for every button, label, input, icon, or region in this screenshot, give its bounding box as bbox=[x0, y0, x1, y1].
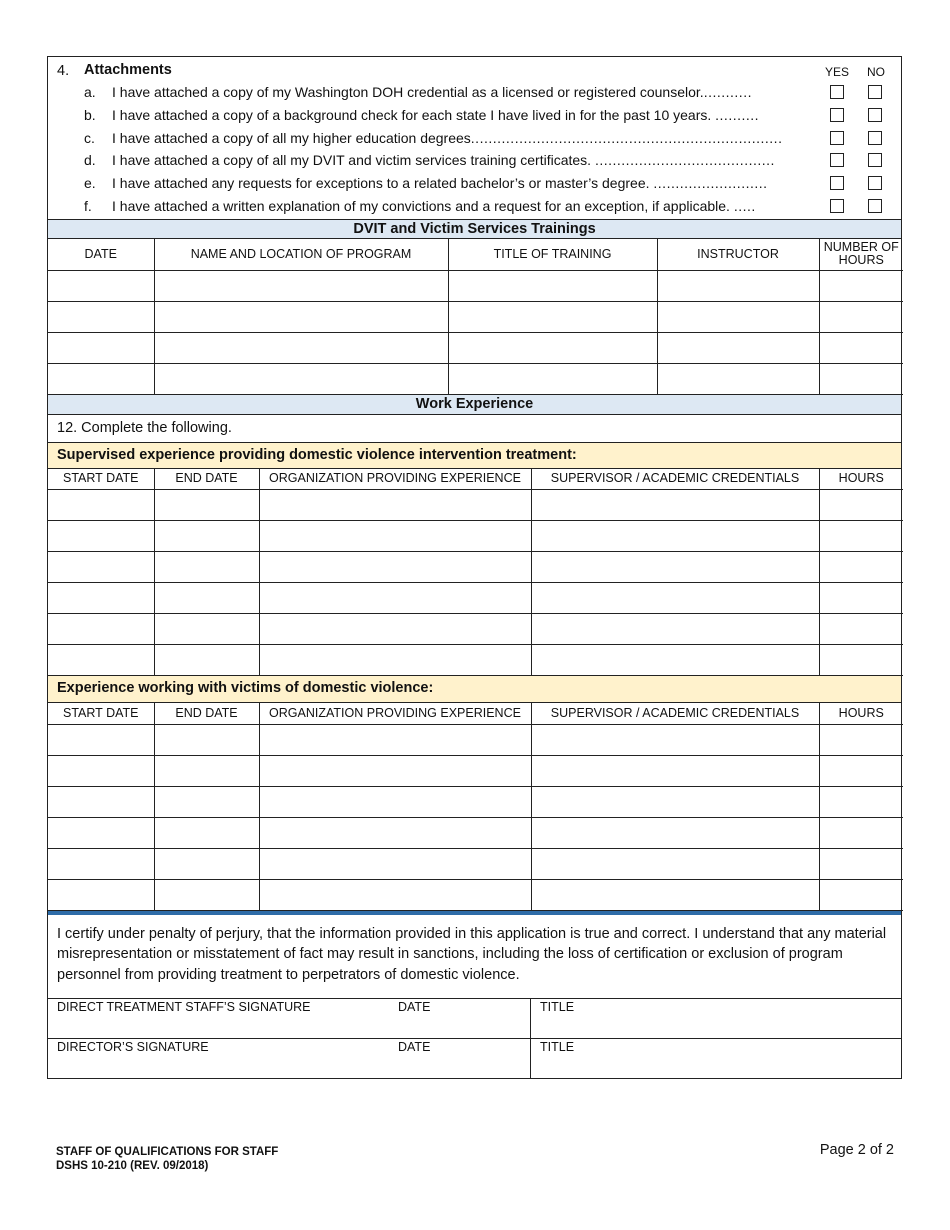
end-date-cell[interactable] bbox=[154, 879, 259, 910]
victims-experience-header: Experience working with victims of domestic violence: bbox=[48, 676, 901, 703]
training-title-cell[interactable] bbox=[448, 301, 657, 332]
attachment-item-f bbox=[48, 197, 903, 217]
item-text: I have attached a copy of a background check for each state I have lived in for the past 10 years. .......... bbox=[112, 107, 760, 123]
supervisor-cell[interactable] bbox=[531, 490, 819, 521]
attachment-item-b bbox=[48, 106, 903, 126]
hours-cell[interactable] bbox=[819, 848, 903, 879]
attachment-c-no-checkbox[interactable] bbox=[868, 131, 882, 145]
organization-cell[interactable] bbox=[259, 521, 531, 552]
organization-cell[interactable] bbox=[259, 786, 531, 817]
table-row bbox=[48, 724, 903, 755]
organization-cell[interactable] bbox=[259, 645, 531, 676]
start-date-cell[interactable] bbox=[48, 645, 154, 676]
hours-cell[interactable] bbox=[819, 521, 903, 552]
item-letter: b. bbox=[84, 107, 96, 123]
end-date-cell[interactable] bbox=[154, 786, 259, 817]
hours-cell[interactable] bbox=[819, 583, 903, 614]
staff-date-label: DATE bbox=[398, 999, 431, 1014]
hours-cell[interactable] bbox=[819, 817, 903, 848]
table-row bbox=[48, 363, 903, 394]
table-header-row bbox=[48, 703, 903, 724]
director-signature-label: DIRECTOR’S SIGNATURE bbox=[57, 1039, 209, 1054]
end-date-cell[interactable] bbox=[154, 848, 259, 879]
col-header-organization: ORGANIZATION PROVIDING EXPERIENCE bbox=[259, 703, 531, 724]
supervisor-cell[interactable] bbox=[531, 521, 819, 552]
end-date-cell[interactable] bbox=[154, 724, 259, 755]
organization-cell[interactable] bbox=[259, 879, 531, 910]
start-date-cell[interactable] bbox=[48, 490, 154, 521]
start-date-cell[interactable] bbox=[48, 879, 154, 910]
supervised-experience-table bbox=[48, 469, 903, 677]
organization-cell[interactable] bbox=[259, 490, 531, 521]
col-header-end-date: END DATE bbox=[154, 703, 259, 724]
organization-cell[interactable] bbox=[259, 817, 531, 848]
table-row bbox=[48, 490, 903, 521]
table-row bbox=[48, 521, 903, 552]
start-date-cell[interactable] bbox=[48, 552, 154, 583]
section-number: 4. bbox=[57, 63, 70, 79]
training-title-cell[interactable] bbox=[448, 270, 657, 301]
training-title-cell[interactable] bbox=[448, 363, 657, 394]
staff-title-field[interactable] bbox=[531, 999, 901, 1038]
director-signature-field[interactable] bbox=[48, 1039, 531, 1078]
date-cell[interactable] bbox=[48, 270, 154, 301]
col-header-date: DATE bbox=[48, 239, 154, 270]
hours-cell[interactable] bbox=[819, 363, 903, 394]
staff-signature-label: DIRECT TREATMENT STAFF’S SIGNATURE bbox=[57, 999, 311, 1014]
director-title-field[interactable] bbox=[531, 1039, 901, 1078]
organization-cell[interactable] bbox=[259, 848, 531, 879]
instructor-cell[interactable] bbox=[657, 270, 819, 301]
instructor-cell[interactable] bbox=[657, 363, 819, 394]
program-cell[interactable] bbox=[154, 363, 448, 394]
staff-signature-row bbox=[48, 998, 901, 1038]
attachment-c-yes-checkbox[interactable] bbox=[830, 131, 844, 145]
program-cell[interactable] bbox=[154, 332, 448, 363]
attachments-section bbox=[48, 57, 901, 219]
hours-cell[interactable] bbox=[819, 755, 903, 786]
training-title-cell[interactable] bbox=[448, 332, 657, 363]
end-date-cell[interactable] bbox=[154, 552, 259, 583]
start-date-cell[interactable] bbox=[48, 724, 154, 755]
supervised-experience-header: Supervised experience providing domestic violence intervention treatment: bbox=[48, 442, 901, 469]
supervisor-cell[interactable] bbox=[531, 879, 819, 910]
table-row bbox=[48, 755, 903, 786]
col-header-program: NAME AND LOCATION OF PROGRAM bbox=[154, 239, 448, 270]
director-signature-row bbox=[48, 1038, 901, 1078]
hours-cell[interactable] bbox=[819, 786, 903, 817]
organization-cell[interactable] bbox=[259, 755, 531, 786]
item-letter: d. bbox=[84, 152, 96, 168]
end-date-cell[interactable] bbox=[154, 521, 259, 552]
organization-cell[interactable] bbox=[259, 614, 531, 645]
start-date-cell[interactable] bbox=[48, 817, 154, 848]
trainings-section-header: DVIT and Victim Services Trainings bbox=[48, 219, 901, 239]
application-form bbox=[47, 56, 902, 1079]
table-row bbox=[48, 786, 903, 817]
attachments-title: Attachments bbox=[84, 62, 172, 78]
col-header-end-date: END DATE bbox=[154, 469, 259, 490]
table-row bbox=[48, 301, 903, 332]
attachment-e-yes-checkbox[interactable] bbox=[830, 176, 844, 190]
item-text: I have attached a copy of my Washington DOH credential as a licensed or registered counselor............ bbox=[112, 84, 752, 100]
supervisor-cell[interactable] bbox=[531, 755, 819, 786]
col-header-hours: HOURS bbox=[819, 703, 903, 724]
hours-cell[interactable] bbox=[819, 879, 903, 910]
certification-statement: I certify under penalty of perjury, that the information provided in this application is true and correct. I understand that any material misrepresentation or misstatement of fact may result in sanctions, including the loss of certification or exclusion of program personnel from providing treatment to perpetrators of domestic violence. bbox=[57, 925, 887, 983]
director-title-label: TITLE bbox=[540, 1039, 575, 1054]
staff-signature-field[interactable] bbox=[48, 999, 531, 1038]
work-instruction: 12. Complete the following. bbox=[57, 419, 232, 436]
item-text: I have attached a written explanation of my convictions and a request for an exception, if applicable. ..... bbox=[112, 198, 756, 214]
end-date-cell[interactable] bbox=[154, 645, 259, 676]
form-footer bbox=[56, 1145, 278, 1173]
item-text: I have attached a copy of all my DVIT and victim services training certificates. ......................................... bbox=[112, 152, 775, 168]
supervisor-cell[interactable] bbox=[531, 614, 819, 645]
item-letter: f. bbox=[84, 198, 92, 214]
director-date-label: DATE bbox=[398, 1039, 431, 1054]
program-cell[interactable] bbox=[154, 301, 448, 332]
item-text: I have attached any requests for exceptions to a related bachelor’s or master’s degree. .......................... bbox=[112, 175, 768, 191]
attachment-item-e bbox=[48, 174, 903, 194]
attachment-a-yes-checkbox[interactable] bbox=[830, 85, 844, 99]
attachment-item-d bbox=[48, 151, 903, 171]
table-row bbox=[48, 583, 903, 614]
supervisor-cell[interactable] bbox=[531, 848, 819, 879]
trainings-table bbox=[48, 239, 903, 395]
form-number: DSHS 10-210 (REV. 09/2018) bbox=[56, 1160, 209, 1172]
table-row bbox=[48, 332, 903, 363]
page-number: Page 2 of 2 bbox=[819, 1142, 894, 1158]
attachment-b-no-checkbox[interactable] bbox=[868, 108, 882, 122]
attachment-d-yes-checkbox[interactable] bbox=[830, 153, 844, 167]
attachment-item-a bbox=[48, 83, 903, 103]
hours-cell[interactable] bbox=[819, 645, 903, 676]
item-text: I have attached a copy of all my higher education degrees....................................................................... bbox=[112, 130, 783, 146]
start-date-cell[interactable] bbox=[48, 755, 154, 786]
hours-cell[interactable] bbox=[819, 332, 903, 363]
program-cell[interactable] bbox=[154, 270, 448, 301]
table-row bbox=[48, 552, 903, 583]
organization-cell[interactable] bbox=[259, 552, 531, 583]
hours-cell[interactable] bbox=[819, 614, 903, 645]
supervisor-cell[interactable] bbox=[531, 817, 819, 848]
end-date-cell[interactable] bbox=[154, 755, 259, 786]
end-date-cell[interactable] bbox=[154, 490, 259, 521]
staff-title-label: TITLE bbox=[540, 999, 575, 1014]
table-row bbox=[48, 879, 903, 910]
col-header-instructor: INSTRUCTOR bbox=[657, 239, 819, 270]
table-header-row bbox=[48, 469, 903, 490]
date-cell[interactable] bbox=[48, 363, 154, 394]
organization-cell[interactable] bbox=[259, 583, 531, 614]
supervisor-cell[interactable] bbox=[531, 786, 819, 817]
col-header-organization: ORGANIZATION PROVIDING EXPERIENCE bbox=[259, 469, 531, 490]
work-experience-section-header: Work Experience bbox=[48, 395, 901, 415]
attachment-f-yes-checkbox[interactable] bbox=[830, 199, 844, 213]
end-date-cell[interactable] bbox=[154, 614, 259, 645]
item-letter: c. bbox=[84, 130, 95, 146]
attachment-e-no-checkbox[interactable] bbox=[868, 176, 882, 190]
table-row bbox=[48, 614, 903, 645]
supervisor-cell[interactable] bbox=[531, 583, 819, 614]
attachment-a-no-checkbox[interactable] bbox=[868, 85, 882, 99]
start-date-cell[interactable] bbox=[48, 521, 154, 552]
form-title: STAFF OF QUALIFICATIONS FOR STAFF bbox=[56, 1146, 279, 1158]
table-row bbox=[48, 645, 903, 676]
organization-cell[interactable] bbox=[259, 724, 531, 755]
col-header-supervisor: SUPERVISOR / ACADEMIC CREDENTIALS bbox=[531, 703, 819, 724]
end-date-cell[interactable] bbox=[154, 583, 259, 614]
item-letter: a. bbox=[84, 84, 96, 100]
attachment-d-no-checkbox[interactable] bbox=[868, 153, 882, 167]
col-header-training-title: TITLE OF TRAINING bbox=[448, 239, 657, 270]
date-cell[interactable] bbox=[48, 301, 154, 332]
attachment-f-no-checkbox[interactable] bbox=[868, 199, 882, 213]
start-date-cell[interactable] bbox=[48, 583, 154, 614]
attachment-b-yes-checkbox[interactable] bbox=[830, 108, 844, 122]
attachment-item-c bbox=[48, 129, 903, 149]
hours-cell[interactable] bbox=[819, 724, 903, 755]
table-row bbox=[48, 817, 903, 848]
end-date-cell[interactable] bbox=[154, 817, 259, 848]
supervisor-cell[interactable] bbox=[531, 552, 819, 583]
instructor-cell[interactable] bbox=[657, 332, 819, 363]
supervisor-cell[interactable] bbox=[531, 724, 819, 755]
supervisor-cell[interactable] bbox=[531, 645, 819, 676]
table-row bbox=[48, 848, 903, 879]
hours-cell[interactable] bbox=[819, 490, 903, 521]
col-header-start-date: START DATE bbox=[48, 703, 154, 724]
start-date-cell[interactable] bbox=[48, 786, 154, 817]
hours-cell[interactable] bbox=[819, 270, 903, 301]
col-header-start-date: START DATE bbox=[48, 469, 154, 490]
col-header-hours: HOURS bbox=[819, 469, 903, 490]
hours-cell[interactable] bbox=[819, 552, 903, 583]
no-column-header: NO bbox=[867, 65, 885, 79]
victims-experience-table bbox=[48, 703, 903, 911]
col-header-hours: NUMBER OF HOURS bbox=[819, 239, 903, 270]
date-cell[interactable] bbox=[48, 332, 154, 363]
yes-column-header: YES bbox=[825, 65, 850, 79]
start-date-cell[interactable] bbox=[48, 848, 154, 879]
instructor-cell[interactable] bbox=[657, 301, 819, 332]
col-header-supervisor: SUPERVISOR / ACADEMIC CREDENTIALS bbox=[531, 469, 819, 490]
hours-cell[interactable] bbox=[819, 301, 903, 332]
start-date-cell[interactable] bbox=[48, 614, 154, 645]
table-header-row bbox=[48, 239, 903, 270]
table-row bbox=[48, 270, 903, 301]
item-letter: e. bbox=[84, 175, 96, 191]
